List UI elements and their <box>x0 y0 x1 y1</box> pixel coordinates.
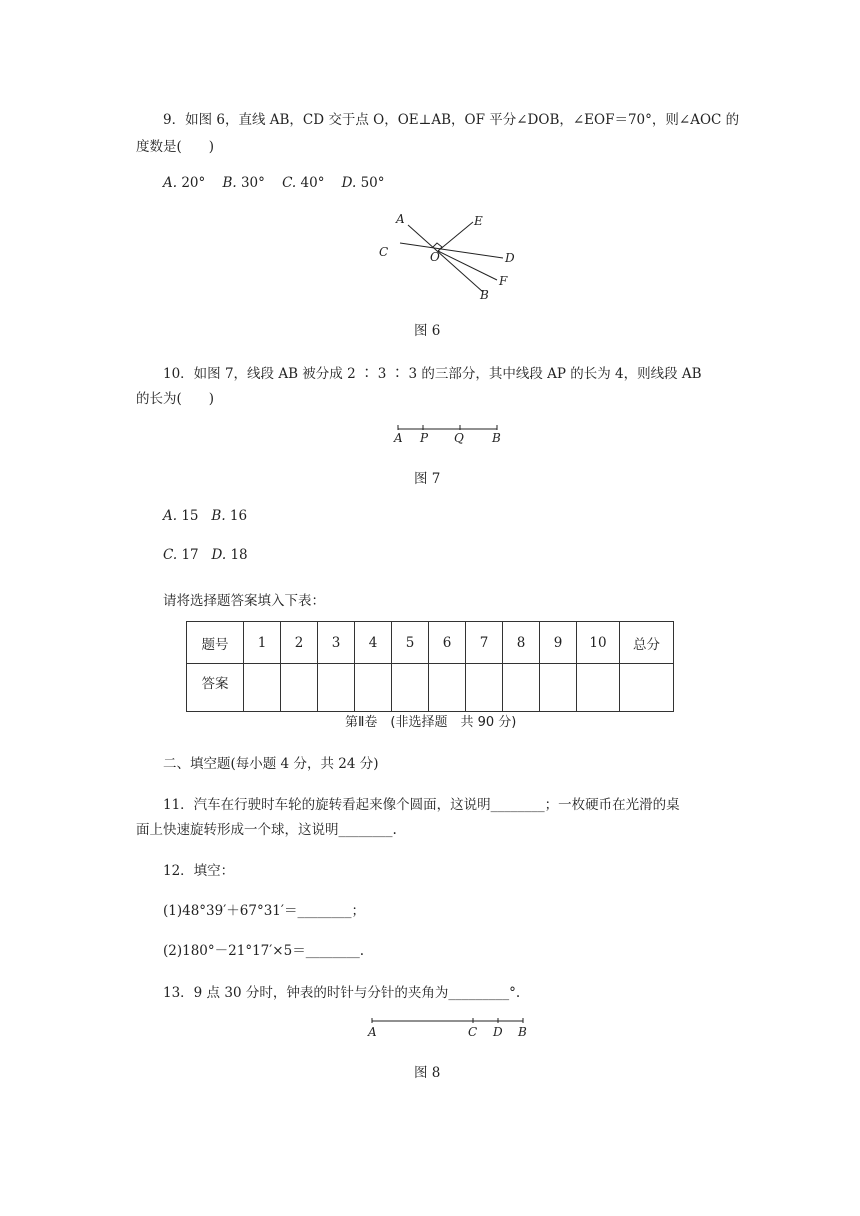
header-label: 题号 <box>187 622 244 664</box>
question-number: 5 <box>392 622 429 664</box>
answer-cell[interactable] <box>392 664 429 712</box>
option-value: 15 <box>181 508 199 524</box>
answer-cell[interactable] <box>540 664 577 712</box>
option-letter: A. <box>163 175 178 191</box>
label-d: D <box>505 251 515 265</box>
label-b: B <box>492 431 501 445</box>
q9-line1: 9．如图 6，直线 AB，CD 交于点 O，OE⊥AB，OF 平分∠DOB，∠EOF＝70°，则∠AOC 的 <box>163 112 740 128</box>
option-letter: C. <box>163 547 178 563</box>
q10-options-row2 <box>163 547 248 563</box>
figure-7-caption: 图 7 <box>414 471 441 487</box>
ray-oe <box>438 222 473 251</box>
figure-8-caption: 图 8 <box>414 1065 441 1081</box>
option-letter: C. <box>282 175 297 191</box>
q11-line1: 11．汽车在行驶时车轮的旋转看起来像个圆面，这说明________；一枚硬币在光滑的桌 <box>163 797 680 813</box>
question-number: 6 <box>429 622 466 664</box>
section2-title: 二、填空题(每小题 4 分，共 24 分) <box>163 756 379 772</box>
q10-line1: 10．如图 7，线段 AB 被分成 2 ∶ 3 ∶ 3 的三部分，其中线段 AP 的长为 4，则线段 AB <box>163 366 702 382</box>
q10-options-row1 <box>163 508 247 524</box>
q12-part2: (2)180°－21°17′×5＝________. <box>163 943 365 959</box>
answer-cell[interactable] <box>466 664 503 712</box>
option-letter: B. <box>222 175 237 191</box>
answer-cell[interactable] <box>355 664 392 712</box>
figure-8 <box>360 1016 535 1042</box>
q11-line2: 面上快速旋转形成一个球，这说明________. <box>136 822 397 838</box>
option-value: 50° <box>360 175 385 191</box>
figure-6 <box>370 210 520 305</box>
table-row <box>187 664 674 712</box>
line-ab <box>408 225 483 292</box>
option-letter: A. <box>163 508 178 524</box>
label-c: C <box>468 1025 478 1039</box>
instruction: 请将选择题答案填入下表： <box>163 593 325 609</box>
q9-options <box>163 175 385 191</box>
q12-title: 12．填空： <box>163 863 235 879</box>
total-label: 总分 <box>620 622 674 664</box>
option-value: 40° <box>300 175 325 191</box>
option-letter: B. <box>211 508 226 524</box>
option-value: 17 <box>181 547 199 563</box>
option-value: 16 <box>229 508 248 524</box>
label-c: C <box>379 245 389 259</box>
q12-part1: (1)48°39′＋67°31′＝________； <box>163 903 365 919</box>
question-number: 3 <box>318 622 355 664</box>
label-p: P <box>420 431 429 445</box>
label-o: O <box>430 250 440 264</box>
answer-cell[interactable] <box>318 664 355 712</box>
label-f: F <box>499 274 508 288</box>
line-cd <box>400 243 503 258</box>
answer-cell[interactable] <box>503 664 540 712</box>
answer-cell[interactable] <box>577 664 620 712</box>
label-q: Q <box>454 431 464 445</box>
q13-text: 13．9 点 30 分时，钟表的时针与分针的夹角为_________°. <box>163 985 521 1001</box>
question-number: 4 <box>355 622 392 664</box>
label-e: E <box>474 214 483 228</box>
label-a: A <box>396 212 405 226</box>
option-value: 30° <box>240 175 265 191</box>
label-b: B <box>480 288 489 302</box>
option-value: 18 <box>230 547 248 563</box>
total-cell[interactable] <box>620 664 674 712</box>
answer-cell[interactable] <box>429 664 466 712</box>
label-d: D <box>493 1025 503 1039</box>
table-row <box>187 622 674 664</box>
q9-line2: 度数是( ) <box>136 139 215 155</box>
question-number: 9 <box>540 622 577 664</box>
answer-cell[interactable] <box>244 664 281 712</box>
label-a: A <box>368 1025 377 1039</box>
label-b: B <box>518 1025 527 1039</box>
option-letter: D. <box>341 175 357 191</box>
answer-table <box>186 621 674 712</box>
q10-line2: 的长为( ) <box>136 391 215 407</box>
question-number: 10 <box>577 622 620 664</box>
option-letter: D. <box>211 547 227 563</box>
question-number: 1 <box>244 622 281 664</box>
question-number: 7 <box>466 622 503 664</box>
question-number: 8 <box>503 622 540 664</box>
answer-label: 答案 <box>187 664 244 712</box>
option-value: 20° <box>181 175 206 191</box>
label-a: A <box>394 431 403 445</box>
answer-cell[interactable] <box>281 664 318 712</box>
part2-title: 第Ⅱ卷 (非选择题 共 90 分) <box>345 715 517 730</box>
question-number: 2 <box>281 622 318 664</box>
figure-6-caption: 图 6 <box>414 323 441 339</box>
figure-7 <box>385 422 505 446</box>
